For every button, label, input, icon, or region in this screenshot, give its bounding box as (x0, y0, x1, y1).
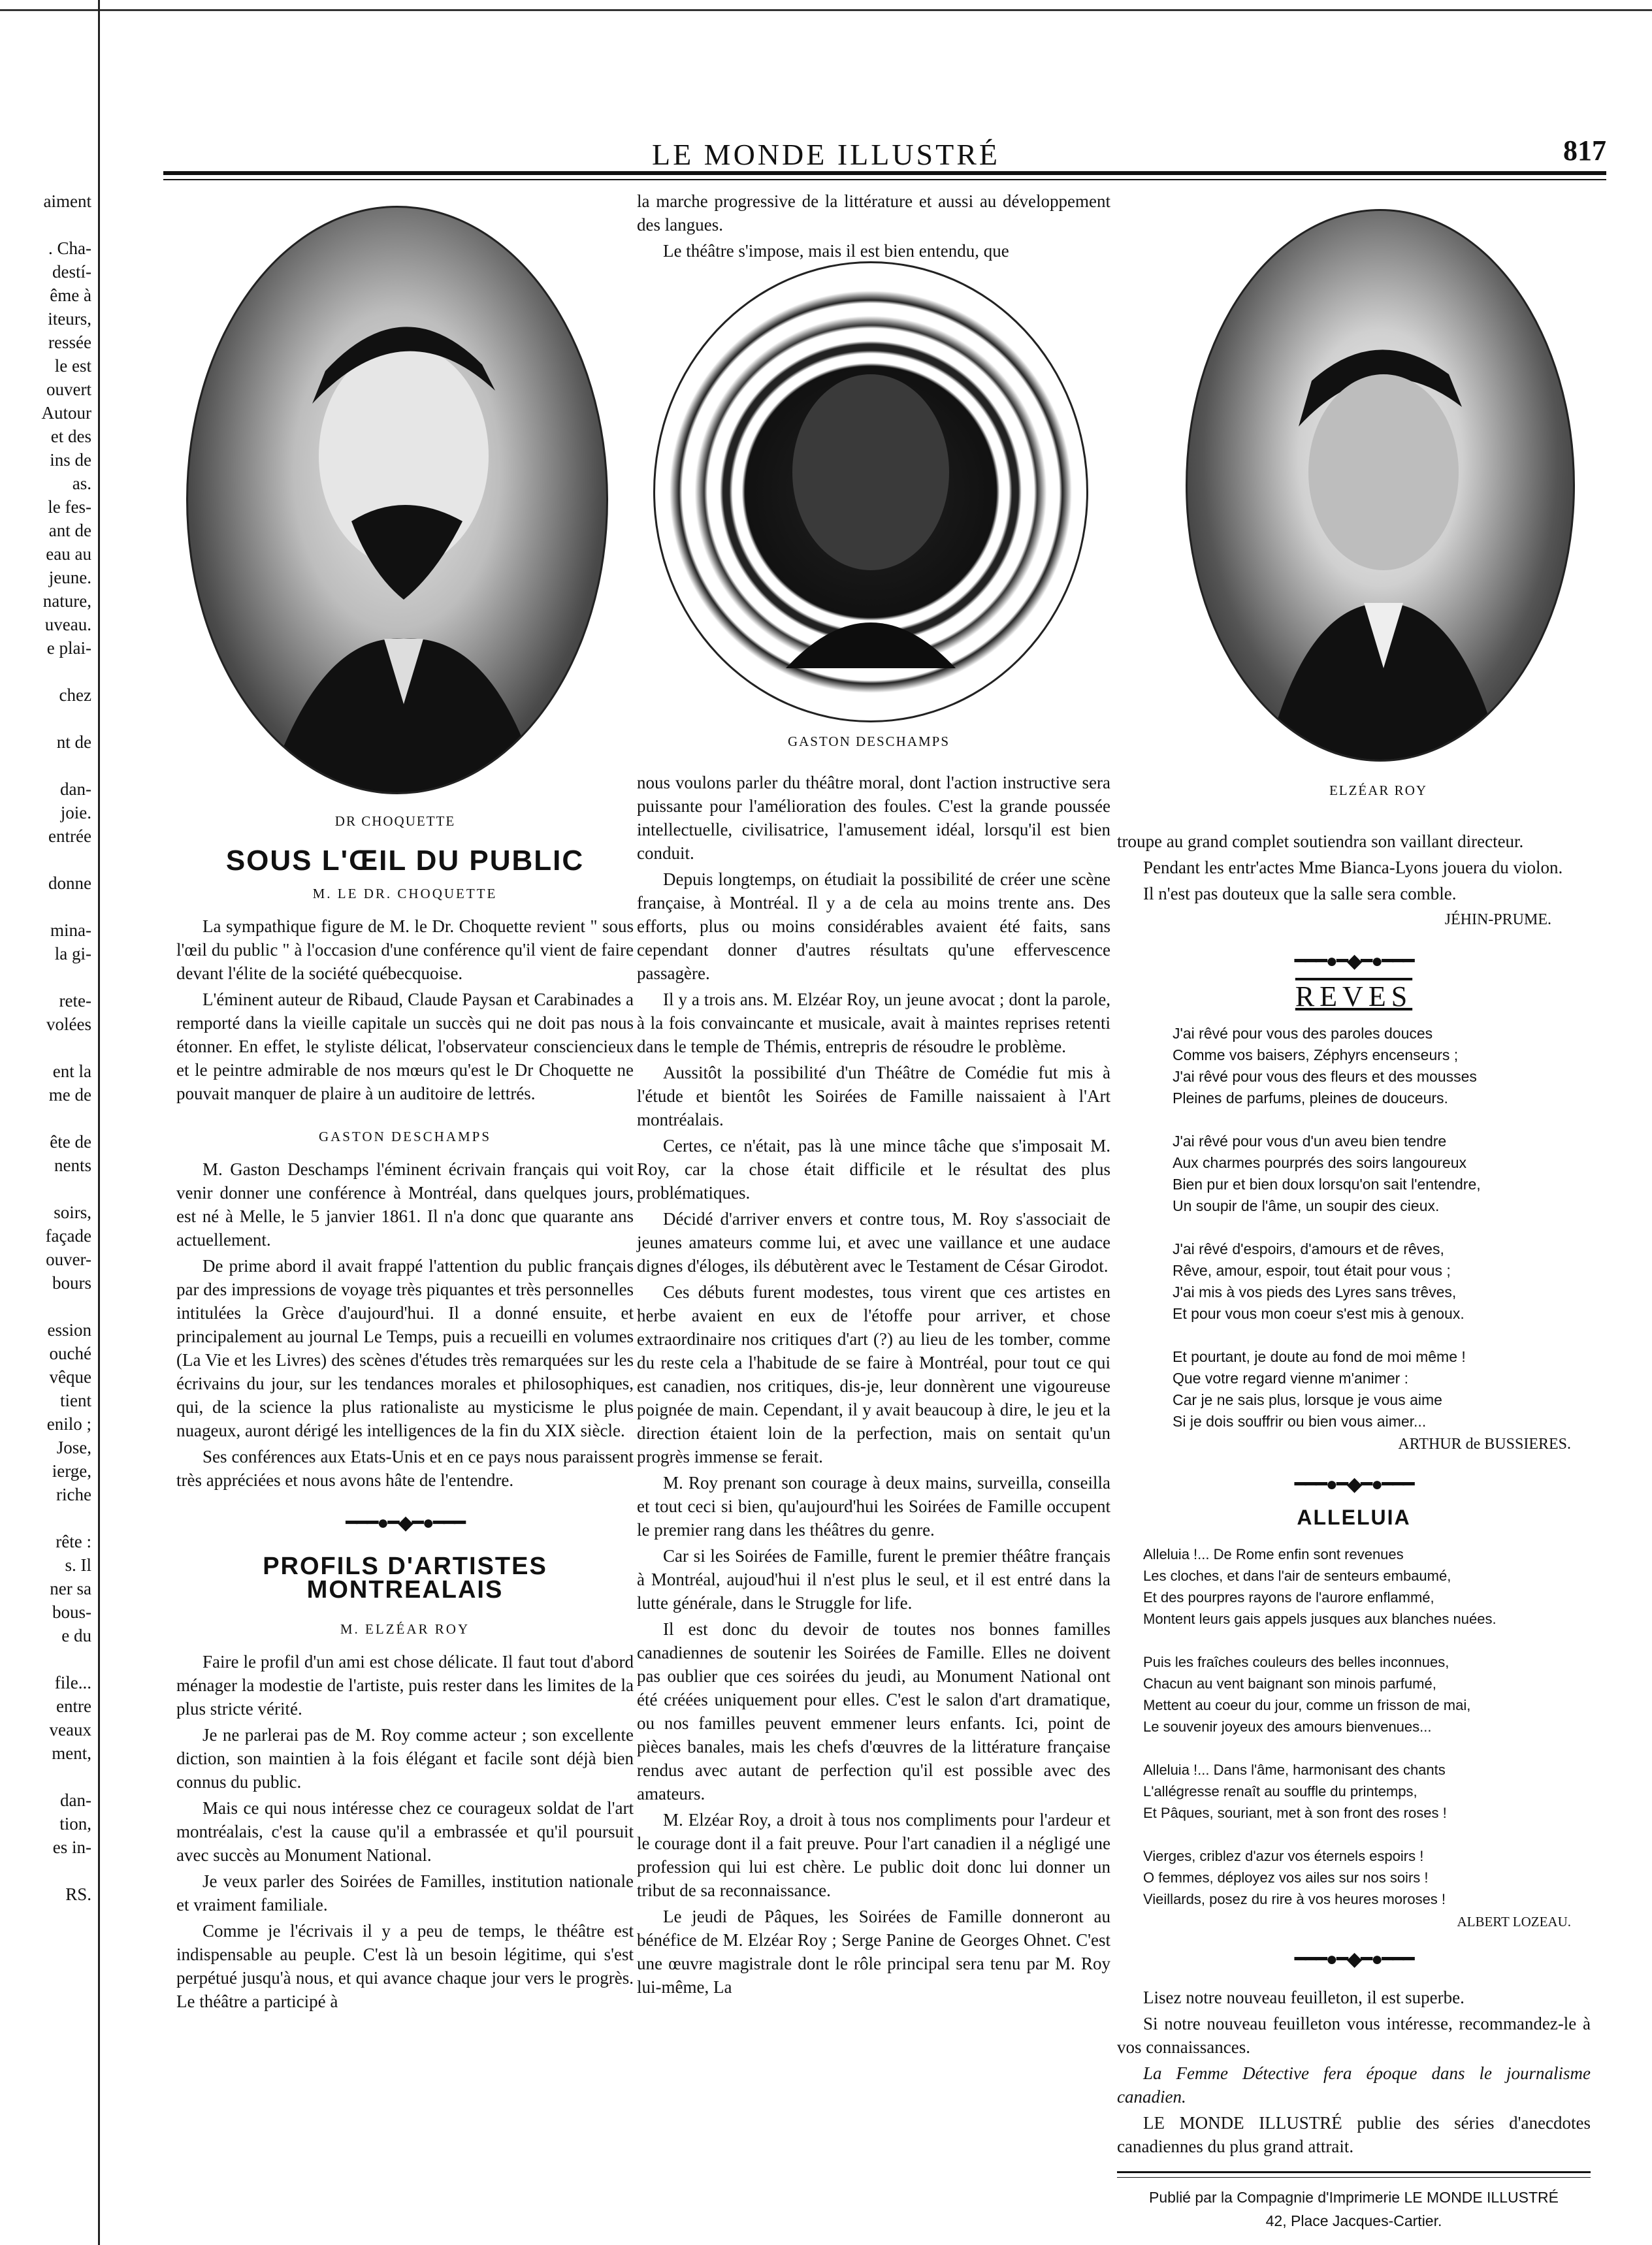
fragment-line: nents (54, 1155, 91, 1175)
paragraph: M. Roy prenant son courage à deux mains, surveilla, conseilla et tout ceci si bien, qu'aujourd'hui les Soirées de Famille occupent le premier rang dans les théâtres du genre. (637, 1473, 1110, 1540)
fragment-line: es in- (52, 1837, 91, 1857)
poem-line: Vierges, criblez d'azur vos éternels espoirs ! (1143, 1848, 1424, 1864)
portrait-choquette (186, 206, 608, 794)
section-title-profils: PROFILS D'ARTISTES MONTREALAIS (263, 1553, 547, 1604)
poem-line (1143, 1824, 1591, 1845)
fragment-line: ession (47, 1320, 91, 1340)
fragment-line (0, 848, 91, 871)
column-2 (637, 771, 1110, 2001)
fragment-line: riche (56, 1485, 91, 1504)
fragment-line: Autour (41, 403, 91, 423)
fragment-line: ême à (50, 285, 91, 305)
portrait-figure-icon (655, 263, 1086, 720)
ornament-divider: ━━━●━◆━●━━━ (346, 1512, 464, 1534)
header-rule-thin (163, 179, 1606, 180)
poem-line: Bien pur et bien doux lorsqu'on sait l'entendre, (1173, 1176, 1481, 1193)
paragraph: Certes, ce n'était, pas là une mince tâche que s'imposait M. Roy, car la chose était difficile et le résultat des plus problématiques. (637, 1136, 1110, 1203)
footer-publisher: Publié par la Compagnie d'Imprimerie LE MONDE ILLUSTRÉ (1149, 2189, 1559, 2206)
fragment-line: dan- (60, 779, 91, 799)
poem-line: Alleluia !... Dans l'âme, harmonisant des chants (1143, 1762, 1446, 1778)
fragment-line: iteurs, (48, 309, 91, 329)
poem-line: Puis les fraîches couleurs des belles inconnues, (1143, 1654, 1450, 1670)
poem-line: Si je dois souffrir ou bien vous aimer... (1173, 1413, 1427, 1430)
paragraph: Le théâtre s'impose, mais il est bien entendu, que (663, 241, 1009, 261)
poem-line: Montent leurs gais appels jusques aux blanches nuées. (1143, 1611, 1497, 1627)
fragment-line (0, 707, 91, 730)
paragraph: Mais ce qui nous intéresse chez ce courageux soldat de l'art montréalais, c'est la cause qu'il a embrassée et qu'il poursuit avec succès au Monument National. (176, 1798, 634, 1865)
subhead-choquette: M. LE DR. CHOQUETTE (312, 886, 498, 901)
paragraph: Je veux parler des Soirées de Familles, institution nationale et vraiment familiale. (176, 1871, 634, 1914)
signature-bussieres: ARTHUR de BUSSIERES. (1398, 1436, 1571, 1453)
fragment-line: me de (48, 1085, 91, 1105)
header-rule (163, 171, 1606, 175)
poem-reves (1117, 1023, 1591, 1432)
fragment-line: façade (45, 1226, 91, 1246)
poem-line: Car je ne sais plus, lorsque je vous aime (1173, 1391, 1442, 1408)
fragment-line: ouver- (46, 1250, 91, 1269)
poem-line (1173, 1217, 1591, 1238)
poem-line (1173, 1109, 1591, 1131)
fragment-line: Jose, (56, 1438, 91, 1457)
fragment-line: nature, (42, 591, 91, 611)
fragment-line: s. Il (65, 1555, 91, 1575)
poem-title-reves: REVES (1295, 980, 1413, 1012)
fragment-line (0, 965, 91, 989)
fragment-line: ent la (52, 1061, 91, 1081)
fragment-line (0, 754, 91, 777)
paragraph: Il n'est pas douteux que la salle sera comble. (1143, 884, 1457, 903)
poem-line: J'ai rêvé pour vous des paroles douces (1173, 1025, 1433, 1042)
poem-line: Rêve, amour, espoir, tout était pour vous ; (1173, 1262, 1451, 1279)
paragraph: troupe au grand complet soutiendra son vaillant directeur. (1117, 832, 1524, 851)
poem-line: Aux charmes pourprés des soirs langoureux (1173, 1154, 1467, 1171)
notice: LE MONDE ILLUSTRÉ publie des séries d'anecdotes canadiennes du plus grand attrait. (1117, 2113, 1591, 2156)
caption-choquette: DR CHOQUETTE (334, 813, 456, 829)
paragraph: Décidé d'arriver envers et contre tous, M. Roy s'associait de jeunes amateurs comme lui, et avec une vaillance et une audace dignes d'éloges, ils débutèrent avec le Testament de César Girodot. (637, 1209, 1110, 1276)
poem-line: Pleines de parfums, pleines de douceurs. (1173, 1090, 1448, 1106)
poem-line: L'allégresse renaît au souffle du printemps, (1143, 1783, 1417, 1800)
footer-address: 42, Place Jacques-Cartier. (1265, 2212, 1442, 2229)
poem-line: Le souvenir joyeux des amours bienvenues... (1143, 1719, 1432, 1735)
fragment-line: joie. (60, 803, 91, 822)
poem-line: Que votre regard vienne m'animer : (1173, 1370, 1409, 1387)
section-title-sous-l-oeil: SOUS L'ŒIL DU PUBLIC (225, 845, 585, 877)
column-2-top (637, 189, 1110, 265)
fragment-line (0, 1647, 91, 1671)
fragment-line (0, 1177, 91, 1201)
poem-line: Et Pâques, souriant, met à son front des roses ! (1143, 1805, 1447, 1821)
portrait-figure-icon (1188, 211, 1573, 760)
signature-jehin-prume: JÉHIN-PRUME. (1444, 911, 1551, 928)
fragment-line (0, 1506, 91, 1530)
fragment-line: vêque (49, 1367, 91, 1387)
poem-line (1173, 1325, 1591, 1346)
fragment-line: veaux (49, 1720, 91, 1739)
poem-title-alleluia: ALLELUIA (1297, 1506, 1411, 1529)
fragment-line: chez (59, 685, 91, 705)
page-gutter-line (98, 0, 100, 2245)
paragraph: Faire le profil d'un ami est chose délicate. Il faut tout d'abord ménager la modestie de l'artiste, puis rester dans les limites de la plus stricte vérité. (176, 1652, 634, 1719)
fragment-line: ouvert (46, 380, 91, 399)
poem-line: Les cloches, et dans l'air de senteurs embaumé, (1143, 1568, 1451, 1584)
paragraph: L'éminent auteur de Ribaud, Claude Paysan et Carabinades a remporté dans la vieille capitale un succès qui ne doit pas nous étonner. En effet, le styliste délicat, l'observateur consciencieux et le peintre admirable de nos mœurs qu'est le Dr Choquette ne pouvait manquer de plaire à un auditoire de lettrés. (176, 990, 634, 1103)
paragraph: Pendant les entr'actes Mme Bianca-Lyons jouera du violon. (1143, 858, 1563, 877)
poem-line: J'ai rêvé d'espoirs, d'amours et de rêves, (1173, 1240, 1444, 1257)
fragment-line (0, 1295, 91, 1318)
portrait-deschamps (653, 261, 1088, 722)
poem-line: Mettent au coeur du jour, comme un frisson de mai, (1143, 1697, 1471, 1713)
ornament-divider: ━━━●━◆━●━━━ (1294, 950, 1414, 972)
fragment-line: tient (60, 1391, 91, 1410)
portrait-roy (1186, 209, 1575, 762)
fragment-line (0, 660, 91, 683)
footer-rule-thin (1117, 2177, 1591, 2178)
poem-line: Et pour vous mon coeur s'est mis à genoux. (1173, 1305, 1465, 1322)
paragraph: Ces débuts furent modestes, tous virent que ces artistes en herbe avaient en eux de l'étoffe pour arriver, et chose extraordinaire nos critiques d'art (?) au lieu de les tomber, comme du reste cela a l'habitude de se faire à Montréal, pour tout ce qui est canadien, nos critiques, dis-je, leur donnèrent une vigoureuse poignée de main. Cependant, il y avait beaucoup à dire, le jeu et la direction étaient loin de la perfection, mais on sentait qu'un progrès immense se ferait. (637, 1282, 1110, 1466)
fragment-line: . Cha- (48, 238, 91, 258)
footer-rule (1117, 2171, 1591, 2173)
caption-roy: ELZÉAR ROY (1329, 783, 1428, 798)
poem-line: J'ai rêvé pour vous des fleurs et des mousses (1173, 1068, 1477, 1085)
fragment-line: RS. (65, 1884, 91, 1904)
fragment-line: rête : (56, 1532, 91, 1551)
poem-line (1143, 1737, 1591, 1759)
poem-line: Et pourtant, je doute au fond de moi même ! (1173, 1348, 1466, 1365)
poem-line: O femmes, déployez vos ailes sur nos soirs ! (1143, 1869, 1429, 1886)
poem-line: Un soupir de l'âme, un soupir des cieux. (1173, 1197, 1440, 1214)
paragraph: Depuis longtemps, on étudiait la possibilité de créer une scène française, à Montréal. Il y a de cela au moins trente ans. Des efforts, plus ou moins considérables avaient été faits, sans cependant donner d'autres résultats qu'une effervescence passagère. (637, 869, 1110, 983)
fragment-line: ête de (50, 1132, 91, 1152)
fragment-line (0, 1106, 91, 1130)
fragment-line: et des (50, 427, 91, 446)
paragraph: Le jeudi de Pâques, les Soirées de Famille donneront au bénéfice de M. Elzéar Roy ; Serge Panine de Georges Ohnet. C'est une œuvre magistrale dont le rôle principal sera tenu par M. Roy lui-même, La (637, 1907, 1110, 1997)
subhead-deschamps: GASTON DESCHAMPS (318, 1129, 492, 1144)
fragment-line (0, 1765, 91, 1788)
left-page-fragment (0, 189, 91, 1906)
fragment-line: aiment (43, 191, 91, 211)
fragment-line: e plai- (46, 638, 91, 658)
paragraph: La sympathique figure de M. le Dr. Choquette revient " sous l'œil du public " à l'occasion d'une conférence qu'il vient de faire devant l'élite de la société québecquoise. (176, 916, 634, 983)
notice: La Femme Détective fera époque dans le journalisme canadien. (1117, 2063, 1591, 2107)
paragraph: M. Gaston Deschamps l'éminent écrivain français qui voit venir donner une conférence à Montréal, dans quelques jours, est né à Melle, le 5 janvier 1861. Il n'a donc que quarante ans actuellement. (176, 1159, 634, 1250)
masthead-title: LE MONDE ILLUSTRÉ (651, 138, 1001, 171)
fragment-line: bours (52, 1273, 91, 1293)
poem-line: Vieillards, posez du rire à vos heures moroses ! (1143, 1891, 1446, 1907)
fragment-line (0, 895, 91, 918)
fragment-line: tion, (59, 1814, 91, 1833)
fragment-line: le fes- (48, 497, 91, 517)
fragment-line: rete- (59, 991, 91, 1010)
top-edge-band (0, 0, 1652, 11)
fragment-line: enilo ; (46, 1414, 91, 1434)
fragment-line: soirs, (54, 1203, 91, 1222)
paragraph: Il y a trois ans. M. Elzéar Roy, un jeune avocat ; dont la parole, à la fois convaincante et musicale, avait à maintes reprises retenti dans le temple de Thémis, entrepris de résoudre le problème. (637, 990, 1110, 1056)
fragment-line: jeune. (48, 568, 91, 587)
paragraph: Aussitôt la possibilité d'un Théâtre de Comédie fut mis à l'étude et bientôt les Soirées de Famille naissaient à l'Art montréalais. (637, 1063, 1110, 1129)
poem-line (1143, 1630, 1591, 1651)
fragment-line: file... (54, 1673, 91, 1692)
fragment-line: destí- (52, 262, 91, 282)
paragraph: Car si les Soirées de Famille, furent le premier théâtre français à Montréal, aujoud'hui il n'est plus le seul, et il est entré dans la lutte générale, dans le Struggle for life. (637, 1546, 1110, 1613)
fragment-line: nt de (56, 732, 91, 752)
column-3 (1117, 830, 1591, 2233)
poem-line: J'ai mis à vos pieds des Lyres sans trêves, (1173, 1284, 1457, 1300)
fragment-line (0, 1859, 91, 1882)
fragment-line: ressée (48, 332, 91, 352)
paragraph: nous voulons parler du théâtre moral, dont l'action instructive sera puissante pour l'amélioration des foules. C'est la grande poussée intellectuelle, civilisatrice, l'amusement idéal, lorsqu'il est bien conduit. (637, 773, 1110, 863)
page-number: 817 (1563, 135, 1606, 167)
fragment-line: bous- (52, 1602, 91, 1622)
ornament-divider: ━━━●━◆━●━━━ (1294, 1474, 1414, 1495)
fragment-line: as. (72, 474, 91, 493)
paragraph: Je ne parlerai pas de M. Roy comme acteur ; son excellente diction, son maintien à la fois élégant et facile sont déjà bien connus du public. (176, 1725, 634, 1792)
poem-alleluia (1117, 1543, 1591, 1910)
fragment-line: volées (46, 1014, 91, 1034)
fragment-line (0, 1036, 91, 1059)
fragment-line: la gi- (54, 944, 91, 963)
fragment-line: ment, (52, 1743, 91, 1763)
portrait-figure-icon (188, 208, 606, 792)
paragraph: M. Elzéar Roy, a droit à tous nos compliments pour l'ardeur et le courage dont il a fait preuve. Pour l'art canadien il a négligé une profession qui lui est chère. Le public doit donc lui donner un tribut de sa reconnaissance. (637, 1810, 1110, 1900)
fragment-line: uveau. (44, 615, 91, 634)
fragment-line: ner sa (50, 1579, 91, 1598)
paragraph: Il est donc du devoir de toutes nos bonnes familles canadiennes de soutenir les Soirées de Famille. Elles ne doivent pas oublier que ces soirées du jeudi, au Monument National ont été créées uniquement pour elles. C'est le salon d'art dramatique, ou nos familles peuvent emmener leurs enfants. Ici, point de pièces banales, mais les chefs d'œuvres de la littérature française rendus avec autant de perfection qu'il est possible avec des amateurs. (637, 1619, 1110, 1803)
poem-line: Alleluia !... De Rome enfin sont revenues (1143, 1546, 1404, 1562)
subhead-roy: M. ELZÉAR ROY (340, 1621, 470, 1637)
notice: Lisez notre nouveau feuilleton, il est superbe. (1143, 1988, 1465, 2007)
poem-line: Chacun au vent baignant son minois parfumé, (1143, 1675, 1436, 1692)
signature-lozeau: ALBERT LOZEAU. (1457, 1914, 1571, 1930)
fragment-line: le est (54, 356, 91, 376)
fragment-line: ant de (48, 521, 91, 540)
fragment-line: dan- (60, 1790, 91, 1810)
fragment-line: entrée (48, 826, 91, 846)
fragment-line: ierge, (52, 1461, 91, 1481)
fragment-line: entre (56, 1696, 91, 1716)
ornament-divider: ━━━●━◆━●━━━ (1294, 1948, 1414, 1970)
fragment-line: donne (48, 873, 91, 893)
paragraph: Comme je l'écrivais il y a peu de temps, le théâtre est indispensable au peuple. C'est là un besoin légitime, qui s'est perpétué jusqu'à nous, et qui avance chaque jour vers le progrès. Le théâtre a participé à (176, 1921, 634, 2011)
fragment-line: mina- (50, 920, 91, 940)
paragraph: Ses conférences aux Etats-Unis et en ce pays nous paraissent très appréciées et nous avons hâte de l'entendre. (176, 1447, 634, 1490)
column-1 (176, 843, 634, 2016)
paragraph: la marche progressive de la littérature et aussi au développement des langues. (637, 191, 1110, 234)
poem-line: Comme vos baisers, Zéphyrs encenseurs ; (1173, 1046, 1459, 1063)
poem-line: J'ai rêvé pour vous d'un aveu bien tendre (1173, 1133, 1447, 1150)
fragment-line (0, 213, 91, 236)
caption-deschamps: GASTON DESCHAMPS (787, 734, 950, 749)
poem-line: Et des pourpres rayons de l'aurore enflammé, (1143, 1589, 1434, 1606)
notice: Si notre nouveau feuilleton vous intéresse, recommandez-le à vos connaissances. (1117, 2014, 1591, 2057)
fragment-line: ins de (50, 450, 91, 470)
fragment-line: ouché (49, 1344, 91, 1363)
paragraph: De prime abord il avait frappé l'attention du public français par des impressions de voyage très piquantes et très personnelles intitulées la Grèce d'aujourd'hui. Il a donné ensuite, et principalement au journal Le Temps, puis a recueilli en volumes (La Vie et les Livres) des scènes d'études très remarquées sur les écrivains du jour, sur les tendances morales et philosophiques, qui, de la science la plus rationaliste au mysticisme le plus nuageux, auront dérigé les intelligences de la fin du XIX siècle. (176, 1256, 634, 1440)
fragment-line: eau au (46, 544, 91, 564)
fragment-line: e du (61, 1626, 91, 1645)
